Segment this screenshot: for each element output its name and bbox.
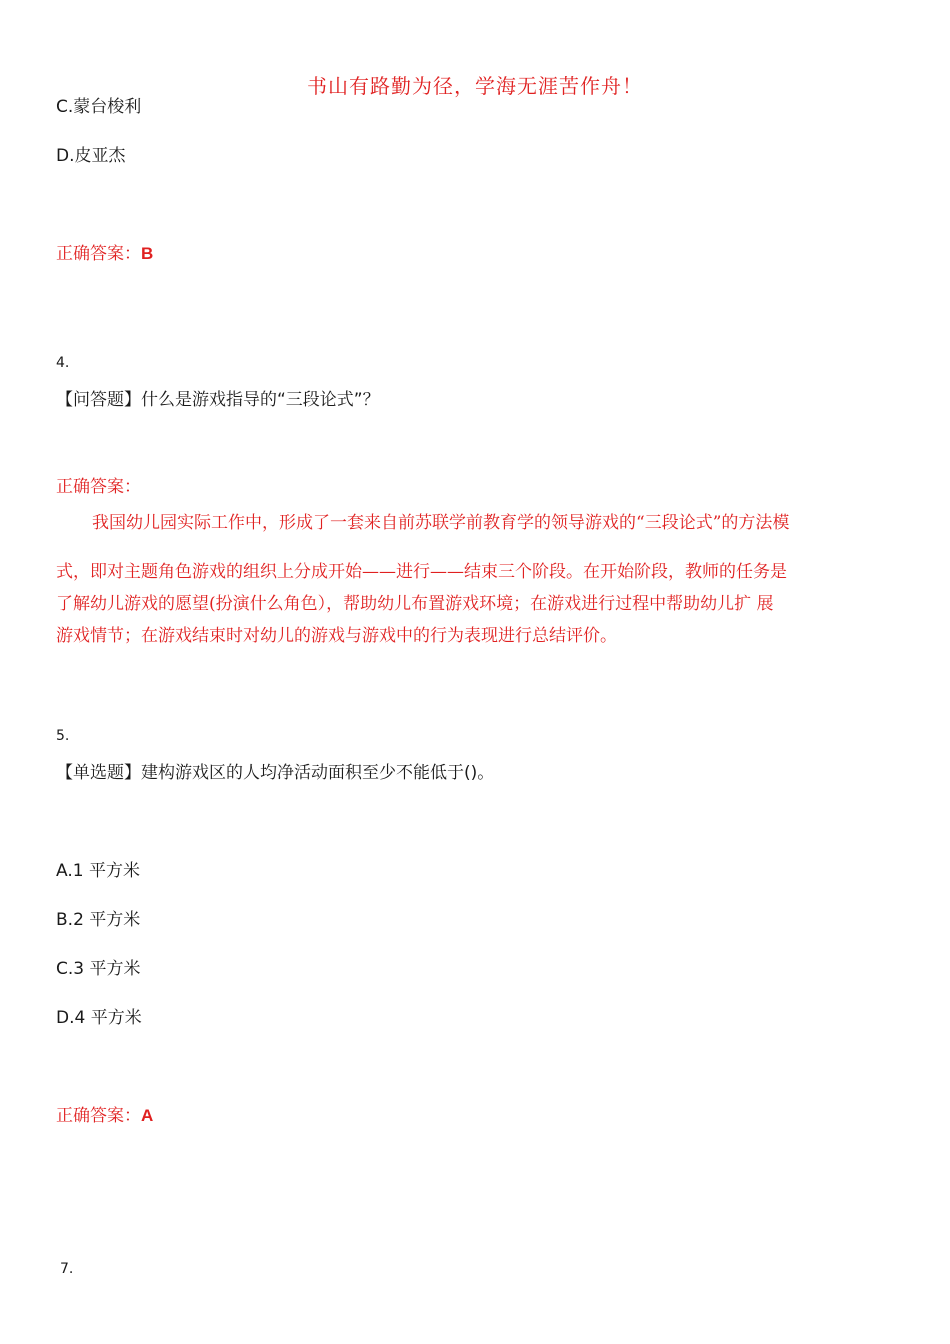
q4-answer-line-2 [56,557,892,582]
q3-option-c: C.蒙台梭利 [56,97,142,117]
q5-answer [56,1101,153,1126]
answer-text-line: 式，即对主题角色游戏的组织上分成开始——进行——结束三个阶段。在开始阶段，教师的任务是 [56,562,787,582]
answer-text-line: 我国幼儿园实际工作中，形成了一套来自前苏联学前教育学的领导游戏的“三段论式”的方法模 [92,513,790,533]
q4-number: 4. [56,355,70,371]
answer-value: B [141,244,154,263]
q5-option-a: A.1 平方米 [56,861,140,881]
answer-text-line: 了解幼儿游戏的愿望(扮演什么角色），帮助幼儿布置游戏环境；在游戏进行过程中帮助幼儿扩 展 [56,594,774,614]
header-motto: 书山有路勤为径，学海无涯苦作舟！ [307,74,643,98]
q5-option-d: D.4 平方米 [56,1008,142,1028]
q5-option-c: C.3 平方米 [56,959,141,979]
q4-question: 【问答题】什么是游戏指导的“三段论式”？ [56,390,380,410]
answer-label: 正确答案： [56,1106,141,1126]
q3-answer [56,239,153,264]
answer-value: A [141,1106,154,1125]
answer-text-line: 游戏情节；在游戏结束时对幼儿的游戏与游戏中的行为表现进行总结评价。 [56,626,617,646]
answer-label: 正确答案： [56,244,141,264]
q3-option-d: D.皮亚杰 [56,146,126,166]
q4-answer-line-3 [56,589,892,614]
q5-question: 【单选题】建构游戏区的人均净活动面积至少不能低于()。 [56,763,495,783]
q4-answer-line-4 [56,621,892,646]
q4-answer-line-1 [92,508,892,533]
q5-option-b: B.2 平方米 [56,910,141,930]
q7-number: 7. [60,1261,74,1277]
q4-answer-label: 正确答案： [56,477,141,497]
q5-number: 5. [56,728,70,744]
